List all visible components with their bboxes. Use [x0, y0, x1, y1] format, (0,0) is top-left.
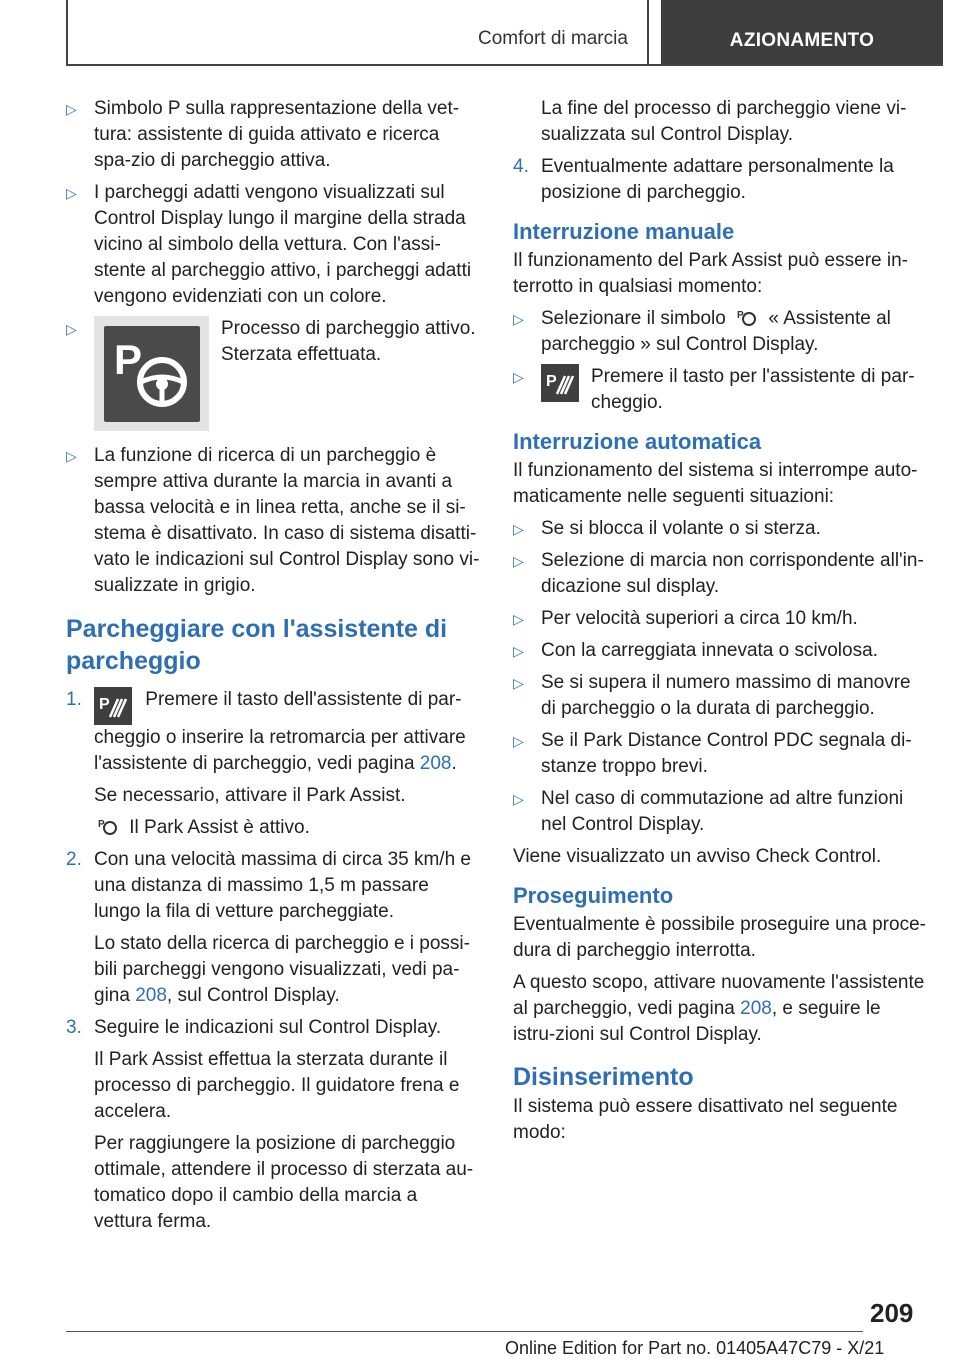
svg-text:P: P	[737, 310, 744, 321]
bullet-icon: ▷	[513, 521, 524, 537]
park-assist-steering-icon	[94, 316, 209, 431]
section-heading: Proseguimento	[513, 883, 674, 908]
list-item: ▷ Se si supera il numero massimo di manovre di parcheggio o la durata di parcheggio.	[513, 670, 927, 722]
page-link[interactable]: 208	[419, 753, 452, 774]
header-left-divider	[66, 0, 68, 64]
header-rule	[66, 64, 943, 66]
left-column	[66, 96, 480, 1241]
step-2-note: Lo stato della ricerca di parcheggio e i possi-bili parcheggi vengono visualizzati, vedi pa-gina 208, sul Control Display.	[94, 933, 470, 1006]
header-chapter-tab: AZIONAMENTO	[661, 0, 943, 64]
list-item: ▷ Per velocità superiori a circa 10 km/h.	[513, 606, 927, 632]
step-3-note: Il Park Assist effettua la sterzata durante il processo di parcheggio. Il guidatore frena e accelera.	[94, 1049, 460, 1122]
svg-text:P: P	[113, 335, 142, 383]
section-heading: Interruzione manuale	[513, 219, 735, 244]
list-item: ▷ P Processo di parcheggio attivo. Sterzata effettuata.	[66, 316, 480, 431]
bullet-icon: ▷	[513, 311, 524, 327]
list-item: ▷ La funzione di ricerca di un parcheggio è sempre attiva durante la marcia in avanti a bassa velocità e in linea retta, anche se il si-stema è disattivato. In caso di sistema disatti-vato le indicazioni sul Control Display sono vi-sualizzate in grigio.	[66, 443, 480, 599]
right-column: La fine del processo di parcheggio viene vi-sualizzata sul Control Display. 4. Eventualmente adattare personalmente la posizione di parcheggio. Interruzione manuale Il funzionamento del Park Assist può essere in-terrotto in qualsiasi momento: ▷ Selezionare il simbolo P « Assistente al parcheggio » sul Control Display. ▷ P Premere il tasto per l'assistente di par-cheggio. Interruzione automatica Il funzionamento del sistema si interrompe auto-maticamente nelle seguenti situazioni: ▷ Se si blocca il volante o si sterza. ▷ Selezione di marcia non corrispondente all'in-dicazione sul display. ▷ Per velocità superiori a circa 10 km/h. ▷ Con la carreggiata innevata o scivolosa. ▷ Se si supera il numero massimo di manovre di parcheggio o la durata di parcheggio. ▷ Se il Park Distance Control PDC segnala di-stanze troppo brevi. ▷ Nel caso di commutazione ad altre funzioni nel Control Display. Viene visualizzato un avviso Check Control. Proseguimento Eventualmente è possibile proseguire una proce-dura di parcheggio interrotta. A questo scopo, attivare nuovamente l'assistente al parcheggio, vedi pagina 208, e seguire le istru-zioni sul Control Display. Disinserimento Il sistema può essere disattivato nel seguente modo:	[513, 98, 926, 1143]
bullet-icon: ▷	[513, 791, 524, 807]
list-item: ▷ Selezionare il simbolo P « Assistente al parcheggio » sul Control Display.	[513, 306, 927, 358]
list-item: ▷ Simbolo P sulla rappresentazione della vet-tura: assistente di guida attivato e ricerca spa-zio di parcheggio attiva.	[66, 96, 480, 174]
step-2: 2. Con una velocità massima di circa 35 km/h e una distanza di massimo 1,5 m passare lungo la fila di vetture parcheggiate.	[66, 849, 471, 922]
list-item: ▷ Se si blocca il volante o si sterza.	[513, 516, 927, 542]
list-item: ▷ P Premere il tasto per l'assistente di par-cheggio.	[513, 364, 927, 416]
page-link[interactable]: 208	[135, 985, 167, 1006]
bullet-icon: ▷	[66, 185, 77, 201]
bullet-icon: ▷	[66, 101, 77, 117]
list-item: ▷ Nel caso di commutazione ad altre funzioni nel Control Display.	[513, 786, 927, 838]
footer-edition: Online Edition for Part no. 01405A47C79 - X/21	[505, 1338, 885, 1358]
step-1-result: P Il Park Assist è attivo.	[98, 817, 310, 838]
footer-rule	[66, 1331, 863, 1332]
step-4: 4. Eventualmente adattare personalmente la posizione di parcheggio.	[513, 156, 894, 203]
list-item: ▷ Se il Park Distance Control PDC segnala di-stanze troppo brevi.	[513, 728, 927, 780]
list-item: ▷ Selezione di marcia non corrispondente all'in-dicazione sul display.	[513, 548, 927, 600]
bullet-icon: ▷	[66, 448, 77, 464]
section-heading: Parcheggiare con l'assistente di parcheggio	[66, 615, 448, 675]
step-3-note: Per raggiungere la posizione di parcheggio ottimale, attendere il processo di sterzata au-tomatico dopo il cambio della marcia a vettura ferma.	[94, 1133, 474, 1232]
step-1-note: Se necessario, attivare il Park Assist.	[94, 785, 406, 806]
header-section-title: Comfort di marcia	[478, 28, 628, 49]
step-3-continued: La fine del processo di parcheggio viene vi-sualizzata sul Control Display.	[541, 98, 907, 145]
park-assist-button-icon	[94, 687, 132, 725]
park-assist-button-icon	[541, 364, 579, 402]
page-number: 209	[870, 1298, 914, 1328]
section-heading: Disinserimento	[513, 1063, 694, 1091]
svg-text:P: P	[546, 373, 557, 390]
bullet-icon: ▷	[513, 643, 524, 659]
bullet-icon: ▷	[513, 733, 524, 749]
list-item: ▷ Con la carreggiata innevata o scivolosa.	[513, 638, 927, 664]
page-link[interactable]: 208	[740, 998, 772, 1019]
bullet-icon: ▷	[513, 675, 524, 691]
park-assist-status-icon	[737, 307, 757, 327]
park-assist-status-icon	[98, 816, 118, 836]
step-1: 1. P Premere il tasto dell'assistente di par-cheggio o inserire la retromarcia per attivare l'assistente di parcheggio, vedi pagina 208.	[66, 689, 466, 774]
svg-text:P: P	[98, 819, 105, 830]
bullet-icon: ▷	[513, 611, 524, 627]
step-3: 3. Seguire le indicazioni sul Control Display.	[66, 1017, 442, 1038]
bullet-icon: ▷	[513, 369, 524, 385]
svg-text:P: P	[99, 696, 110, 713]
bullet-icon: ▷	[66, 321, 77, 337]
bullet-icon: ▷	[513, 553, 524, 569]
header-mid-divider	[647, 0, 649, 64]
list-item: ▷ I parcheggi adatti vengono visualizzati sul Control Display lungo il margine della strada vicino al simbolo della vettura. Con l'assi-stente al parcheggio attivo, i parcheggi adatti vengono evidenziati con un colore.	[66, 180, 480, 310]
section-heading: Interruzione automatica	[513, 429, 762, 454]
